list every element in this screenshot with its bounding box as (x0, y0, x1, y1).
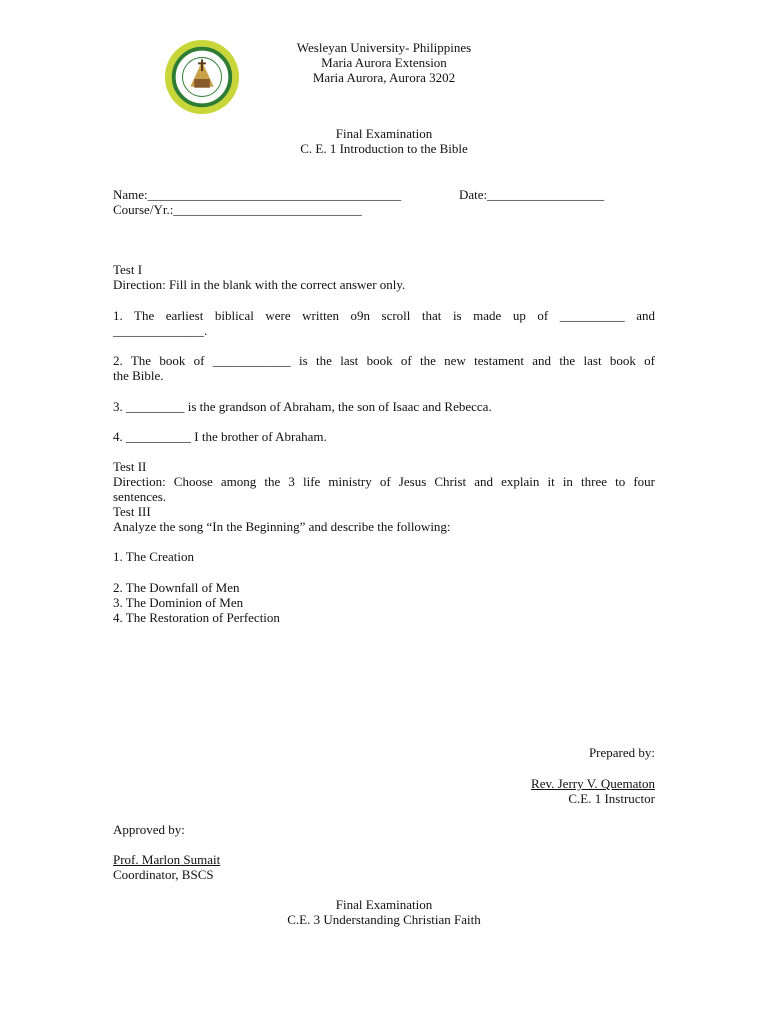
prepared-by-label: Prepared by: (588, 745, 655, 760)
test2-direction-line1: Direction: Choose among the 3 life ministry of Jesus Christ and explain it in three to four (113, 474, 655, 489)
next-exam-course: C.E. 3 Understanding Christian Faith (287, 912, 481, 927)
approved-by-label: Approved by: (113, 822, 185, 837)
test1-direction: Direction: Fill in the blank with the correct answer only. (113, 277, 406, 292)
test3-heading: Test III (113, 504, 151, 519)
test3-item: 4. The Restoration of Perfection (113, 610, 280, 625)
university-header (0, 40, 768, 85)
campus-address: Maria Aurora, Aurora 3202 (312, 70, 456, 85)
next-exam-title: Final Examination (335, 897, 433, 912)
exam-heading (0, 126, 768, 156)
approved-by-name: Prof. Marlon Sumait (113, 852, 221, 867)
test2-heading: Test II (113, 459, 147, 474)
question-2-line1: 2. The book of ____________ is the last book of the new testament and the last book of (113, 353, 655, 368)
question-4: 4. __________ I the brother of Abraham. (113, 429, 327, 444)
test3-item: 3. The Dominion of Men (113, 595, 244, 610)
test1-heading: Test I (113, 262, 143, 277)
campus-name: Maria Aurora Extension (321, 55, 447, 70)
university-name: Wesleyan University- Philippines (296, 40, 472, 55)
approved-by-title: Coordinator, BSCS (113, 867, 214, 882)
name-field: Name:_______________________________________ (113, 187, 402, 202)
test2-direction-line2: sentences. (113, 489, 167, 504)
test3-item: 2. The Downfall of Men (113, 580, 240, 595)
test3-item: 1. The Creation (113, 549, 194, 564)
question-3: 3. _________ is the grandson of Abraham, the son of Isaac and Rebecca. (113, 399, 492, 414)
course-year-field: Course/Yr.:_____________________________ (113, 202, 362, 217)
question-1-line1: 1. The earliest biblical were written o9n scroll that is made up of __________ and (113, 308, 655, 323)
exam-title: Final Examination (335, 126, 433, 141)
question-1-line2: ______________. (113, 323, 208, 338)
exam-course: C. E. 1 Introduction to the Bible (300, 141, 468, 156)
date-field: Date:__________________ (459, 187, 605, 202)
prepared-by-name: Rev. Jerry V. Quematon (531, 776, 655, 791)
prepared-by-title: C.E. 1 Instructor (568, 791, 655, 806)
test3-instruction: Analyze the song “In the Beginning” and describe the following: (113, 519, 451, 534)
question-2-line2: the Bible. (113, 368, 164, 383)
